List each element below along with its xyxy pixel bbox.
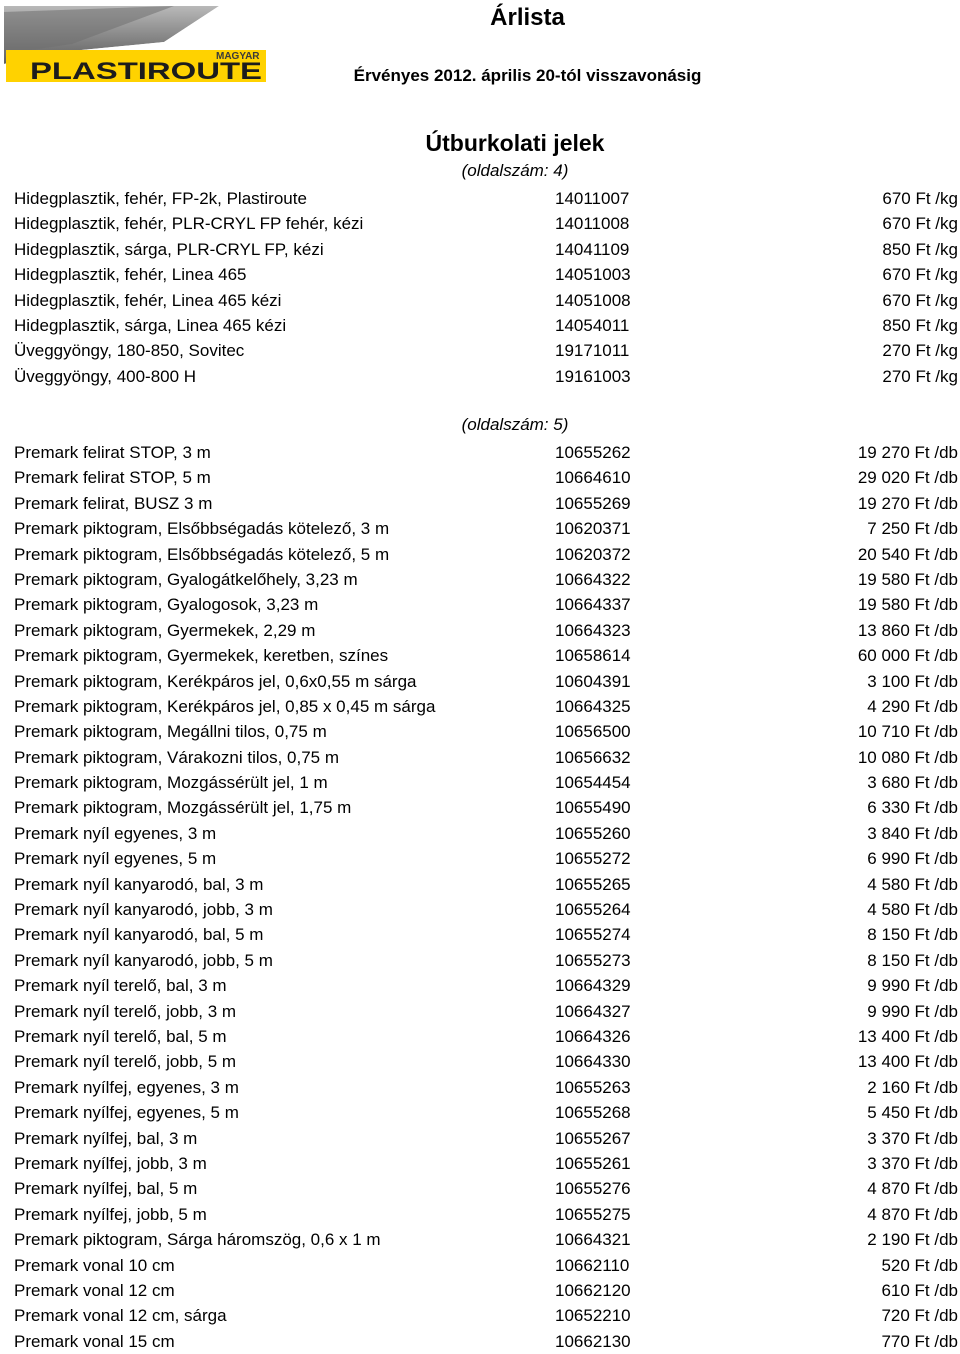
price-row	[14, 897, 958, 922]
product-name: Premark nyíl kanyarodó, jobb, 5 m	[14, 950, 273, 970]
product-code: 10662130	[555, 1331, 631, 1351]
product-code: 10664329	[555, 976, 631, 996]
product-price: 2 190 Ft /db	[867, 1230, 958, 1250]
product-code: 14041109	[555, 239, 630, 259]
product-price: 19 270 Ft /db	[857, 493, 958, 513]
product-price: 670 Ft /kg	[882, 265, 958, 285]
price-row	[14, 1126, 958, 1151]
price-row	[14, 1227, 958, 1252]
product-price: 5 450 Ft /db	[867, 1103, 958, 1123]
product-name: Premark piktogram, Gyalogosok, 3,23 m	[14, 595, 319, 615]
product-name: Premark nyíl terelő, jobb, 5 m	[14, 1052, 237, 1072]
price-row	[14, 262, 958, 287]
product-price: 8 150 Ft /db	[867, 925, 958, 945]
product-code: 14054011	[555, 315, 630, 335]
product-price: 13 400 Ft /db	[857, 1026, 958, 1046]
product-name: Premark nyílfej, jobb, 5 m	[14, 1204, 207, 1224]
product-name: Hidegplasztik, sárga, Linea 465 kézi	[14, 315, 287, 335]
product-code: 10655274	[555, 925, 631, 945]
product-code: 10655263	[555, 1077, 631, 1097]
product-price: 4 580 Ft /db	[867, 900, 958, 920]
product-price: 29 020 Ft /db	[857, 468, 958, 488]
price-row	[14, 1176, 958, 1201]
price-row	[14, 313, 958, 338]
product-price: 9 990 Ft /db	[867, 1001, 958, 1021]
product-name: Premark piktogram, Mozgássérült jel, 1 m	[14, 773, 328, 793]
price-row	[14, 846, 958, 871]
product-price: 13 400 Ft /db	[857, 1052, 958, 1072]
product-name: Premark piktogram, Megállni tilos, 0,75 m	[14, 722, 327, 742]
product-code: 10655261	[555, 1153, 631, 1173]
logo-main-text: PLASTIROUTE	[30, 58, 262, 85]
price-row	[14, 491, 958, 516]
product-code: 10655267	[555, 1128, 631, 1148]
product-price: 670 Ft /kg	[882, 214, 958, 234]
product-price: 8 150 Ft /db	[867, 950, 958, 970]
price-row	[14, 922, 958, 947]
product-price: 19 580 Ft /db	[857, 595, 958, 615]
price-row	[14, 795, 958, 820]
product-price: 19 580 Ft /db	[857, 569, 958, 589]
product-code: 14011007	[555, 189, 630, 208]
product-code: 10664610	[555, 468, 631, 488]
price-row	[14, 1151, 958, 1176]
logo-top-text: MAGYAR	[216, 51, 260, 62]
price-row	[14, 821, 958, 846]
product-name: Premark piktogram, Elsőbbségadás kötelező, 5 m	[14, 544, 390, 564]
product-name: Premark piktogram, Gyalogátkelőhely, 3,23 m	[14, 569, 358, 589]
product-name: Premark nyíl egyenes, 5 m	[14, 849, 217, 869]
product-code: 14051003	[555, 265, 631, 285]
product-name: Üveggyöngy, 180-850, Sovitec	[14, 341, 245, 361]
product-code: 10664337	[555, 595, 631, 615]
price-row	[14, 592, 958, 617]
product-price: 4 580 Ft /db	[867, 874, 958, 894]
price-list-group-1	[14, 186, 958, 389]
product-code: 14011008	[555, 214, 630, 234]
product-price: 270 Ft /kg	[882, 341, 958, 361]
price-row	[14, 567, 958, 592]
price-row	[14, 1049, 958, 1074]
product-price: 13 860 Ft /db	[857, 620, 958, 640]
price-row	[14, 288, 958, 313]
document-title: Árlista	[490, 4, 565, 31]
product-code: 10664327	[555, 1001, 631, 1021]
product-code: 10604391	[555, 671, 631, 691]
product-price: 4 870 Ft /db	[867, 1204, 958, 1224]
product-price: 3 100 Ft /db	[867, 671, 958, 691]
product-code: 14051008	[555, 290, 631, 310]
product-name: Premark nyílfej, egyenes, 5 m	[14, 1103, 239, 1123]
price-row	[14, 1278, 958, 1303]
product-price: 2 160 Ft /db	[867, 1077, 958, 1097]
product-price: 3 680 Ft /db	[867, 773, 958, 793]
product-price: 670 Ft /kg	[882, 290, 958, 310]
price-row	[14, 237, 958, 262]
product-name: Üveggyöngy, 400-800 H	[14, 366, 197, 386]
product-code: 10655269	[555, 493, 631, 513]
product-code: 10664326	[555, 1026, 631, 1046]
page-reference-5: (oldalszám: 5)	[461, 415, 569, 434]
product-name: Premark nyíl kanyarodó, bal, 5 m	[14, 925, 264, 945]
product-code: 10664330	[555, 1052, 631, 1072]
product-price: 4 290 Ft /db	[867, 696, 958, 716]
product-name: Hidegplasztik, fehér, Linea 465 kézi	[14, 290, 282, 310]
price-row	[14, 669, 958, 694]
product-name: Premark felirat STOP, 3 m	[14, 443, 211, 462]
validity-note: Érvényes 2012. április 20-tól visszavonásig	[353, 66, 702, 85]
product-price: 20 540 Ft /db	[857, 544, 958, 564]
product-name: Premark nyíl terelő, bal, 5 m	[14, 1026, 227, 1046]
product-code: 10655272	[555, 849, 631, 869]
product-name: Premark nyíl egyenes, 3 m	[14, 823, 217, 843]
product-price: 3 370 Ft /db	[867, 1128, 958, 1148]
product-name: Premark nyíl terelő, bal, 3 m	[14, 976, 227, 996]
price-row	[14, 719, 958, 744]
product-name: Premark nyíl kanyarodó, jobb, 3 m	[14, 900, 273, 920]
price-row	[14, 440, 958, 465]
product-price: 610 Ft /db	[881, 1280, 958, 1300]
product-name: Premark piktogram, Kerékpáros jel, 0,6x0,55 m sárga	[14, 671, 417, 691]
plastiroute-logo	[4, 6, 266, 86]
product-price: 9 990 Ft /db	[867, 976, 958, 996]
product-name: Premark felirat, BUSZ 3 m	[14, 493, 213, 513]
product-price: 720 Ft /db	[881, 1306, 958, 1326]
page-reference-4: (oldalszám: 4)	[461, 161, 569, 180]
price-row	[14, 1329, 958, 1354]
product-name: Premark nyílfej, jobb, 3 m	[14, 1153, 207, 1173]
product-code: 10656632	[555, 747, 631, 767]
product-price: 7 250 Ft /db	[867, 519, 958, 539]
product-name: Premark piktogram, Mozgássérült jel, 1,75 m	[14, 798, 352, 818]
product-code: 10664321	[555, 1230, 631, 1250]
product-price: 770 Ft /db	[881, 1331, 958, 1351]
product-name: Hidegplasztik, fehér, PLR-CRYL FP fehér, kézi	[14, 214, 364, 234]
product-name: Hidegplasztik, sárga, PLR-CRYL FP, kézi	[14, 239, 324, 259]
price-row	[14, 1075, 958, 1100]
product-name: Premark piktogram, Gyermekek, keretben, színes	[14, 646, 389, 666]
product-name: Premark piktogram, Sárga háromszög, 0,6 x 1 m	[14, 1230, 381, 1250]
product-name: Hidegplasztik, fehér, Linea 465	[14, 265, 247, 285]
product-code: 10655260	[555, 823, 631, 843]
price-row	[14, 973, 958, 998]
product-price: 850 Ft /kg	[882, 239, 958, 259]
product-code: 10652210	[555, 1306, 631, 1326]
product-name: Premark piktogram, Elsőbbségadás kötelező, 3 m	[14, 519, 390, 539]
product-price: 10 080 Ft /db	[857, 747, 958, 767]
product-name: Premark vonal 10 cm	[14, 1255, 175, 1275]
price-row	[14, 694, 958, 719]
product-name: Premark nyíl kanyarodó, bal, 3 m	[14, 874, 264, 894]
price-row	[14, 516, 958, 541]
product-name: Premark piktogram, Kerékpáros jel, 0,85 x 0,45 m sárga	[14, 696, 436, 716]
price-row	[14, 948, 958, 973]
product-code: 10664323	[555, 620, 631, 640]
product-code: 10664322	[555, 569, 631, 589]
price-row	[14, 542, 958, 567]
product-code: 10662110	[555, 1255, 630, 1275]
product-code: 10655273	[555, 950, 631, 970]
product-price: 60 000 Ft /db	[857, 646, 958, 666]
price-row	[14, 872, 958, 897]
product-name: Premark vonal 12 cm, sárga	[14, 1306, 227, 1326]
price-row	[14, 186, 958, 211]
product-price: 3 840 Ft /db	[867, 823, 958, 843]
price-row	[14, 1202, 958, 1227]
price-row	[14, 770, 958, 795]
product-code: 10664325	[555, 696, 631, 716]
product-code: 10655490	[555, 798, 631, 818]
product-price: 6 330 Ft /db	[867, 798, 958, 818]
product-name: Hidegplasztik, fehér, FP-2k, Plastiroute	[14, 189, 307, 208]
product-price: 3 370 Ft /db	[867, 1153, 958, 1173]
product-code: 10655264	[555, 900, 631, 920]
product-name: Premark felirat STOP, 5 m	[14, 468, 211, 488]
price-list-group-2	[14, 440, 958, 1354]
price-row	[14, 1303, 958, 1328]
product-code: 10654454	[555, 773, 631, 793]
product-name: Premark piktogram, Gyermekek, 2,29 m	[14, 620, 316, 640]
price-row	[14, 999, 958, 1024]
product-code: 10658614	[555, 646, 631, 666]
product-name: Premark piktogram, Várakozni tilos, 0,75 m	[14, 747, 340, 767]
product-code: 10620372	[555, 544, 631, 564]
product-code: 19161003	[555, 366, 631, 386]
product-price: 850 Ft /kg	[882, 315, 958, 335]
product-price: 6 990 Ft /db	[867, 849, 958, 869]
price-row	[14, 643, 958, 668]
product-code: 10655268	[555, 1103, 631, 1123]
product-name: Premark nyílfej, bal, 3 m	[14, 1128, 198, 1148]
price-row	[14, 1253, 958, 1278]
product-code: 10655265	[555, 874, 631, 894]
product-code: 10656500	[555, 722, 631, 742]
price-row	[14, 618, 958, 643]
product-code: 10655276	[555, 1179, 631, 1199]
product-code: 10655262	[555, 443, 631, 462]
price-row	[14, 745, 958, 770]
product-code: 10620371	[555, 519, 631, 539]
product-name: Premark nyíl terelő, jobb, 3 m	[14, 1001, 237, 1021]
product-code: 19171011	[555, 341, 630, 361]
product-price: 520 Ft /db	[881, 1255, 958, 1275]
product-price: 270 Ft /kg	[882, 366, 958, 386]
product-name: Premark vonal 15 cm	[14, 1331, 175, 1351]
price-row	[14, 338, 958, 363]
product-code: 10655275	[555, 1204, 631, 1224]
product-name: Premark nyílfej, bal, 5 m	[14, 1179, 198, 1199]
product-price: 19 270 Ft /db	[857, 443, 958, 462]
product-price: 4 870 Ft /db	[867, 1179, 958, 1199]
price-row	[14, 465, 958, 490]
product-name: Premark vonal 12 cm	[14, 1280, 175, 1300]
price-row	[14, 364, 958, 389]
product-price: 670 Ft /kg	[882, 189, 958, 208]
price-row	[14, 1100, 958, 1125]
price-row	[14, 1024, 958, 1049]
product-code: 10662120	[555, 1280, 631, 1300]
product-price: 10 710 Ft /db	[857, 722, 958, 742]
section-title: Útburkolati jelek	[425, 130, 605, 156]
product-name: Premark nyílfej, egyenes, 3 m	[14, 1077, 239, 1097]
price-row	[14, 211, 958, 236]
